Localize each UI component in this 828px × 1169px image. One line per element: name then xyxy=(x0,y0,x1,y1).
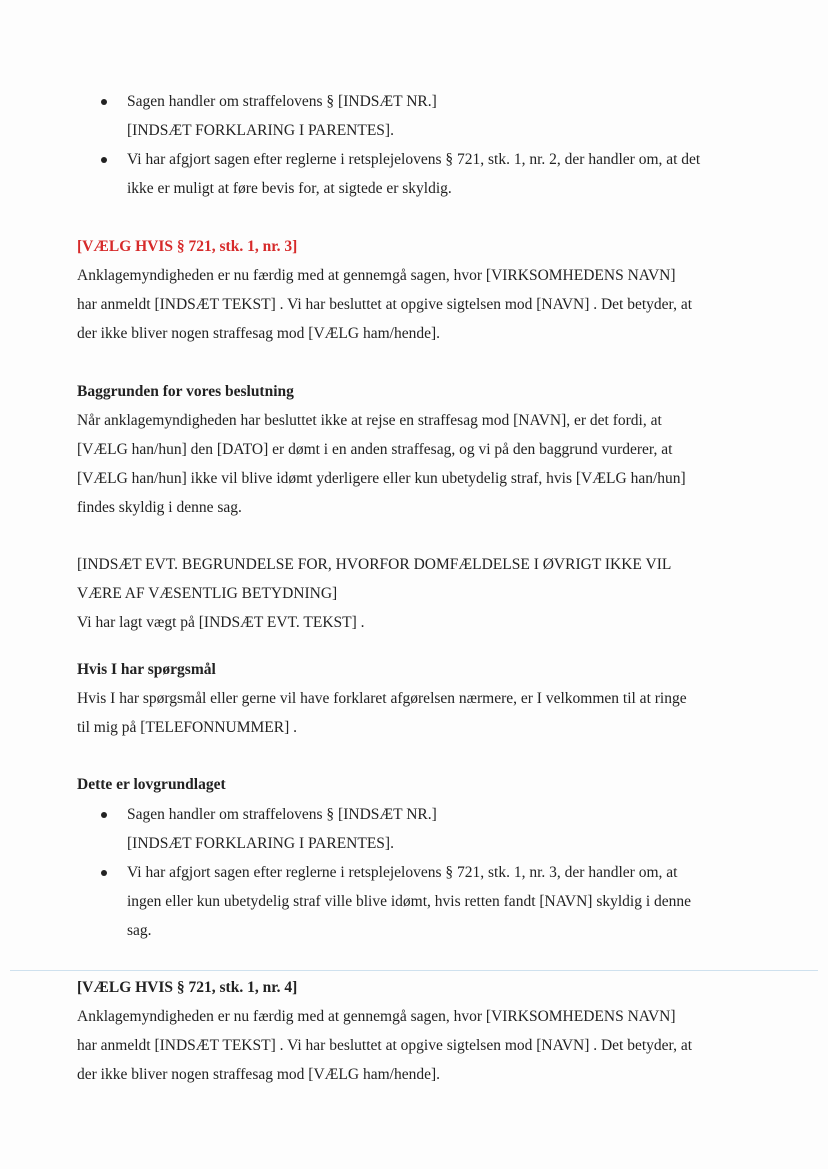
section-heading: [VÆLG HVIS § 721, stk. 1, nr. 3] xyxy=(77,238,298,255)
bullet-icon xyxy=(101,812,107,818)
section-baggrund: Baggrunden for vores beslutning Når anklagemyndigheden har besluttet ikke at rejse en straffesag mod [NAVN], er det fordi, at [VÆLG han/hun] den [DATO] er dømt i en anden straffesag, og vi på den baggrund vurderer, at [VÆLG han/hun] ikke vil blive idømt yderligere eller kun ubetydelig straf, hvis [VÆLG han/hun] findes skyldig i denne sag. xyxy=(77,377,757,522)
top-bullet-list xyxy=(77,87,757,203)
list-item: Vi har afgjort sagen efter reglerne i retsplejelovens § 721, stk. 1, nr. 3, der handler om, at ingen eller kun ubetydelig straf ville blive idømt, hvis retten fandt [NAVN] skyldig i denne sag. xyxy=(77,858,757,945)
lovgrundlag-bullet-list xyxy=(77,800,757,945)
list-item: Vi har afgjort sagen efter reglerne i retsplejelovens § 721, stk. 1, nr. 2, der handler om, at det ikke er muligt at føre bevis for, at sigtede er skyldig. xyxy=(77,145,757,203)
section-heading: Dette er lovgrundlaget xyxy=(77,776,226,793)
list-item: Sagen handler om straffelovens § [INDSÆT NR.] [INDSÆT FORKLARING I PARENTES]. xyxy=(77,800,757,858)
section-spoergsmaal: Hvis I har spørgsmål Hvis I har spørgsmål eller gerne vil have forklaret afgørelsen nærmere, er I velkommen til at ringe til mig på [TELEFONNUMMER] . xyxy=(77,655,757,742)
bullet-icon xyxy=(101,157,107,163)
bullet-icon xyxy=(101,870,107,876)
section-lovgrundlag-heading xyxy=(77,770,757,799)
divider xyxy=(10,970,818,971)
bullet-icon xyxy=(101,99,107,105)
section-heading: Baggrunden for vores beslutning xyxy=(77,383,294,400)
section-nr3: [VÆLG HVIS § 721, stk. 1, nr. 3] Anklagemyndigheden er nu færdig med at gennemgå sagen, hvor [VIRKSOMHEDENS NAVN] har anmeldt [INDSÆT TEKST] . Vi har besluttet at opgive sigtelsen mod [NAVN] . Det betyder, at der ikke bliver nogen straffesag mod [VÆLG ham/hende]. xyxy=(77,232,757,348)
section-begrundelse: [INDSÆT EVT. BEGRUNDELSE FOR, HVORFOR DOMFÆLDELSE I ØVRIGT IKKE VIL VÆRE AF VÆSENTLIG BETYDNING] Vi har lagt vægt på [INDSÆT EVT. TEKST] . xyxy=(77,556,672,631)
section-heading: [VÆLG HVIS § 721, stk. 1, nr. 4] xyxy=(77,979,298,996)
section-heading: Hvis I har spørgsmål xyxy=(77,661,216,678)
section-nr4: [VÆLG HVIS § 721, stk. 1, nr. 4] Anklagemyndigheden er nu færdig med at gennemgå sagen, hvor [VIRKSOMHEDENS NAVN] har anmeldt [INDSÆT TEKST] . Vi har besluttet at opgive sigtelsen mod [NAVN] . Det betyder, at der ikke bliver nogen straffesag mod [VÆLG ham/hende]. xyxy=(77,973,757,1089)
list-item: Sagen handler om straffelovens § [INDSÆT NR.] [INDSÆT FORKLARING I PARENTES]. xyxy=(77,87,757,145)
